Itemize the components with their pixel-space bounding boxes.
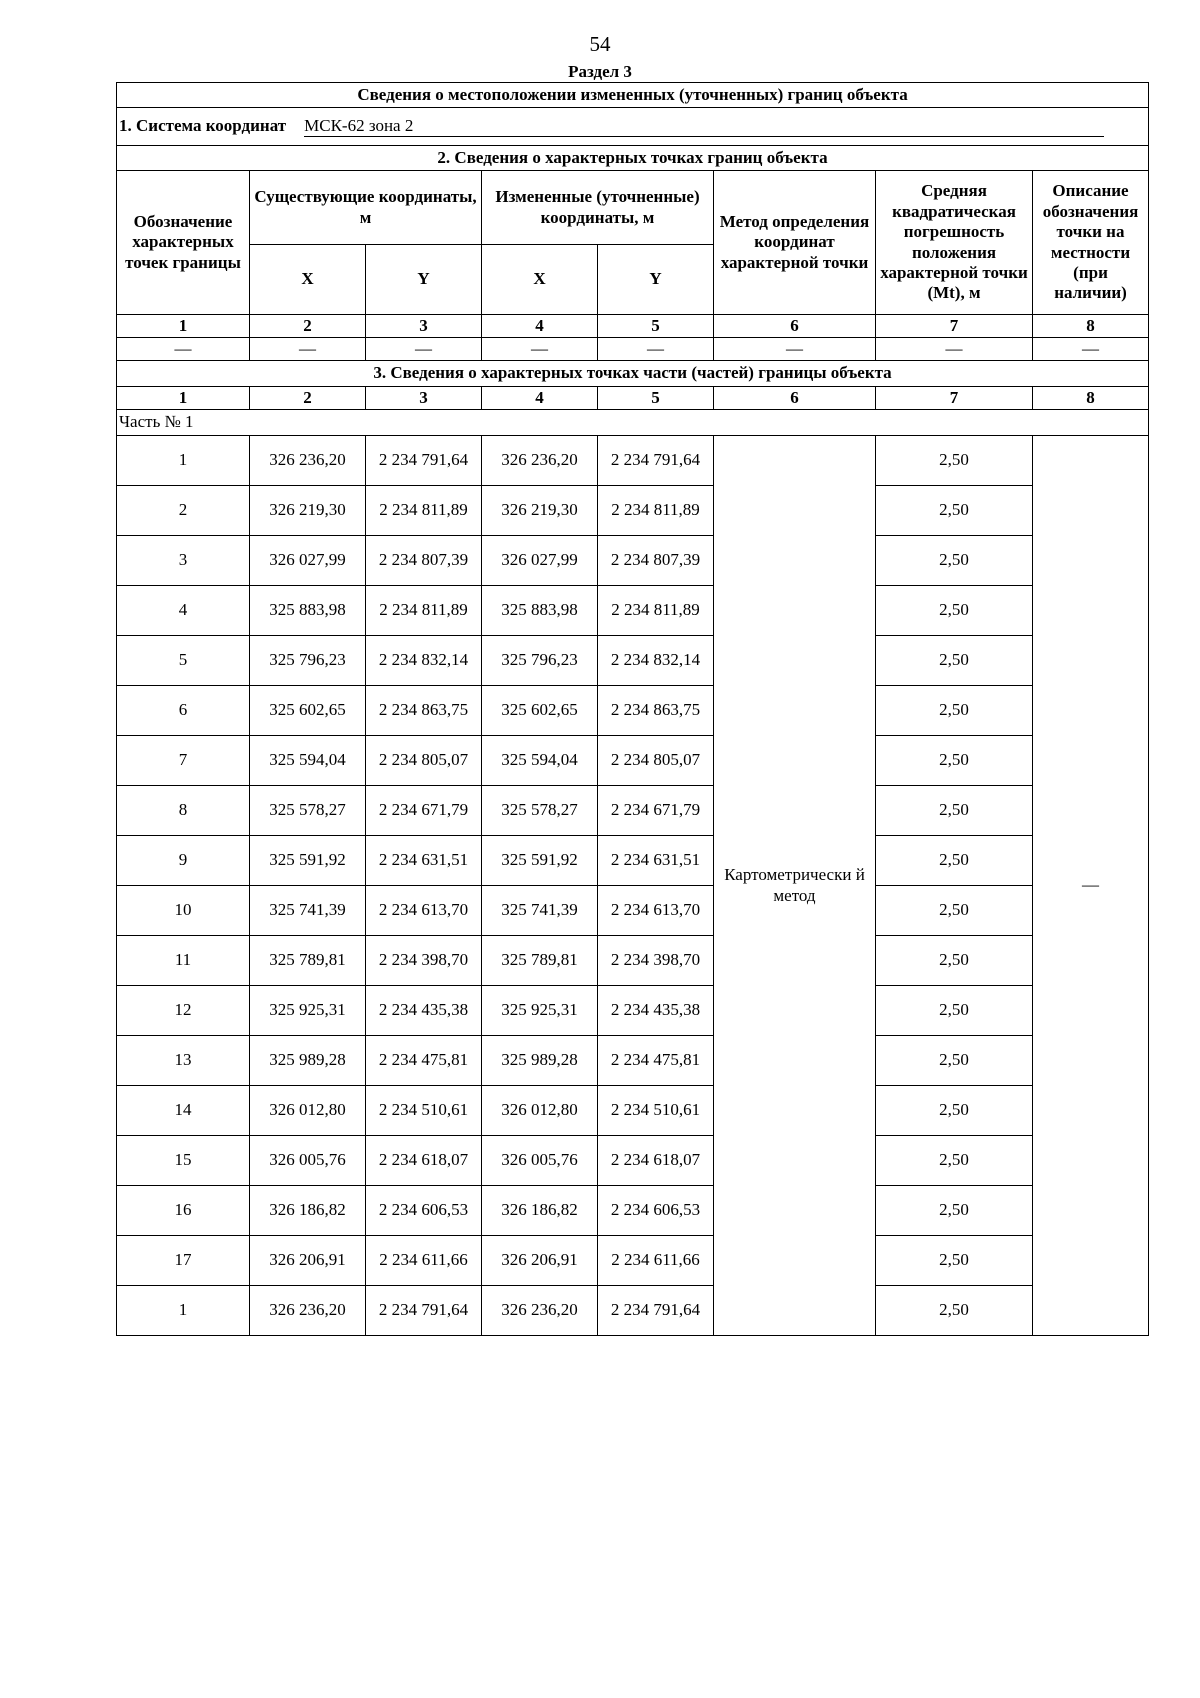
col-number: 8 [1033,387,1149,410]
col-number: 7 [876,387,1033,410]
coord-system-label: 1. Система координат [119,115,287,135]
changed-y: 2 234 811,89 [598,486,714,536]
changed-x: 325 578,27 [482,786,598,836]
changed-y: 2 234 811,89 [598,586,714,636]
existing-y: 2 234 631,51 [366,836,482,886]
table-row [117,1086,1149,1136]
changed-x: 325 925,31 [482,986,598,1036]
existing-x: 325 578,27 [250,786,366,836]
changed-x: 325 789,81 [482,936,598,986]
existing-y: 2 234 618,07 [366,1136,482,1186]
changed-x: 326 236,20 [482,1286,598,1336]
table-row [117,736,1149,786]
existing-x: 326 005,76 [250,1136,366,1186]
existing-y: 2 234 611,66 [366,1236,482,1286]
header-designation: Обозначение характерных точек границы [117,171,250,315]
existing-y: 2 234 613,70 [366,886,482,936]
existing-x: 326 206,91 [250,1236,366,1286]
changed-x: 325 591,92 [482,836,598,886]
accuracy-mt: 2,50 [876,1136,1033,1186]
table-title: Сведения о местоположении измененных (уточненных) границ объекта [117,83,1149,108]
empty-cell: — [598,338,714,361]
header-existing-x: X [250,245,366,315]
point-number: 15 [117,1136,250,1186]
point-number: 7 [117,736,250,786]
changed-x: 325 741,39 [482,886,598,936]
empty-cell: — [876,338,1033,361]
header-existing-y: Y [366,245,482,315]
existing-x: 325 741,39 [250,886,366,936]
empty-cell: — [250,338,366,361]
changed-x: 325 594,04 [482,736,598,786]
empty-cell: — [482,338,598,361]
changed-y: 2 234 398,70 [598,936,714,986]
existing-y: 2 234 398,70 [366,936,482,986]
empty-cell: — [1033,338,1149,361]
coord-system-value: МСК-62 зона 2 [304,116,1104,137]
accuracy-mt: 2,50 [876,636,1033,686]
point-number: 8 [117,786,250,836]
table-row [117,836,1149,886]
changed-y: 2 234 618,07 [598,1136,714,1186]
point-number: 17 [117,1236,250,1286]
existing-y: 2 234 510,61 [366,1086,482,1136]
accuracy-mt: 2,50 [876,1186,1033,1236]
point-number: 4 [117,586,250,636]
accuracy-mt: 2,50 [876,786,1033,836]
existing-x: 325 591,92 [250,836,366,886]
changed-y: 2 234 606,53 [598,1186,714,1236]
accuracy-mt: 2,50 [876,736,1033,786]
table-row [117,886,1149,936]
changed-y: 2 234 807,39 [598,536,714,586]
accuracy-mt: 2,50 [876,1236,1033,1286]
description-cell: — [1033,436,1149,1336]
changed-y: 2 234 435,38 [598,986,714,1036]
point-number: 9 [117,836,250,886]
header-description: Описание обозначения точки на местности (при наличии) [1033,171,1149,315]
existing-x: 325 789,81 [250,936,366,986]
existing-y: 2 234 863,75 [366,686,482,736]
table-row [117,686,1149,736]
changed-x: 325 883,98 [482,586,598,636]
table-row [117,1186,1149,1236]
changed-x: 325 796,23 [482,636,598,686]
page-number: 54 [589,32,611,56]
point-number: 12 [117,986,250,1036]
table-row [117,986,1149,1036]
existing-x: 326 012,80 [250,1086,366,1136]
boundary-table [116,82,1149,1336]
changed-y: 2 234 613,70 [598,886,714,936]
accuracy-mt: 2,50 [876,836,1033,886]
existing-y: 2 234 805,07 [366,736,482,786]
col-number: 2 [250,315,366,338]
changed-x: 326 027,99 [482,536,598,586]
part3-title: 3. Сведения о характерных точках части (частей) границы объекта [117,361,1149,387]
changed-x: 326 186,82 [482,1186,598,1236]
point-number: 1 [117,436,250,486]
changed-y: 2 234 671,79 [598,786,714,836]
accuracy-mt: 2,50 [876,886,1033,936]
existing-y: 2 234 832,14 [366,636,482,686]
accuracy-mt: 2,50 [876,936,1033,986]
existing-y: 2 234 811,89 [366,486,482,536]
table-row [117,636,1149,686]
empty-cell: — [714,338,876,361]
existing-y: 2 234 435,38 [366,986,482,1036]
point-number: 16 [117,1186,250,1236]
changed-x: 326 219,30 [482,486,598,536]
point-number: 14 [117,1086,250,1136]
existing-y: 2 234 791,64 [366,436,482,486]
accuracy-mt: 2,50 [876,686,1033,736]
header-existing: Существующие координаты, м [250,171,482,245]
point-number: 3 [117,536,250,586]
accuracy-mt: 2,50 [876,1086,1033,1136]
empty-cell: — [366,338,482,361]
part-label: Часть № 1 [117,410,1149,436]
table-row [117,936,1149,986]
existing-x: 326 219,30 [250,486,366,536]
method-cell: Картометрически й метод [714,436,876,1336]
changed-y: 2 234 863,75 [598,686,714,736]
changed-x: 326 005,76 [482,1136,598,1186]
existing-y: 2 234 807,39 [366,536,482,586]
header-accuracy: Средняя квадратическая погрешность положения характерной точки (Mt), м [876,171,1033,315]
accuracy-mt: 2,50 [876,1036,1033,1086]
existing-x: 325 883,98 [250,586,366,636]
header-changed-x: X [482,245,598,315]
changed-x: 325 602,65 [482,686,598,736]
table-row [117,436,1149,486]
col-number: 1 [117,387,250,410]
col-number: 4 [482,387,598,410]
col-number: 5 [598,315,714,338]
accuracy-mt: 2,50 [876,436,1033,486]
col-number: 6 [714,387,876,410]
point-number: 13 [117,1036,250,1086]
table-row [117,536,1149,586]
existing-y: 2 234 475,81 [366,1036,482,1086]
part2-empty-row [117,338,1149,361]
col-number: 6 [714,315,876,338]
part2-title: 2. Сведения о характерных точках границ объекта [117,146,1149,171]
accuracy-mt: 2,50 [876,986,1033,1036]
header-changed: Измененные (уточненные) координаты, м [482,171,714,245]
table-row [117,786,1149,836]
changed-y: 2 234 631,51 [598,836,714,886]
existing-x: 326 236,20 [250,1286,366,1336]
col-number: 1 [117,315,250,338]
changed-x: 325 989,28 [482,1036,598,1086]
point-number: 6 [117,686,250,736]
existing-x: 325 989,28 [250,1036,366,1086]
header-changed-y: Y [598,245,714,315]
point-number: 10 [117,886,250,936]
col-number: 8 [1033,315,1149,338]
table-row [117,586,1149,636]
existing-x: 325 602,65 [250,686,366,736]
coord-system-row [117,108,1149,146]
col-number: 3 [366,387,482,410]
existing-x: 326 027,99 [250,536,366,586]
accuracy-mt: 2,50 [876,586,1033,636]
existing-x: 326 236,20 [250,436,366,486]
accuracy-mt: 2,50 [876,536,1033,586]
existing-x: 325 925,31 [250,986,366,1036]
table-row [117,1036,1149,1086]
changed-y: 2 234 510,61 [598,1086,714,1136]
col-number: 5 [598,387,714,410]
table-row [117,1136,1149,1186]
changed-y: 2 234 475,81 [598,1036,714,1086]
point-number: 5 [117,636,250,686]
existing-y: 2 234 791,64 [366,1286,482,1336]
changed-y: 2 234 611,66 [598,1236,714,1286]
empty-cell: — [117,338,250,361]
point-number: 2 [117,486,250,536]
table-row [117,1236,1149,1286]
existing-y: 2 234 811,89 [366,586,482,636]
col-number: 4 [482,315,598,338]
header-method: Метод определения координат характерной точки [714,171,876,315]
table-row [117,1286,1149,1336]
part2-col-numbers [117,315,1149,338]
part3-col-numbers [117,387,1149,410]
table-row [117,486,1149,536]
changed-x: 326 012,80 [482,1086,598,1136]
col-number: 7 [876,315,1033,338]
col-number: 3 [366,315,482,338]
existing-x: 325 594,04 [250,736,366,786]
existing-y: 2 234 671,79 [366,786,482,836]
accuracy-mt: 2,50 [876,1286,1033,1336]
changed-x: 326 206,91 [482,1236,598,1286]
existing-y: 2 234 606,53 [366,1186,482,1236]
changed-y: 2 234 832,14 [598,636,714,686]
changed-y: 2 234 791,64 [598,1286,714,1336]
point-number: 11 [117,936,250,986]
accuracy-mt: 2,50 [876,486,1033,536]
existing-x: 325 796,23 [250,636,366,686]
point-number: 1 [117,1286,250,1336]
changed-y: 2 234 805,07 [598,736,714,786]
col-number: 2 [250,387,366,410]
section-title: Раздел 3 [568,62,632,81]
existing-x: 326 186,82 [250,1186,366,1236]
changed-y: 2 234 791,64 [598,436,714,486]
changed-x: 326 236,20 [482,436,598,486]
